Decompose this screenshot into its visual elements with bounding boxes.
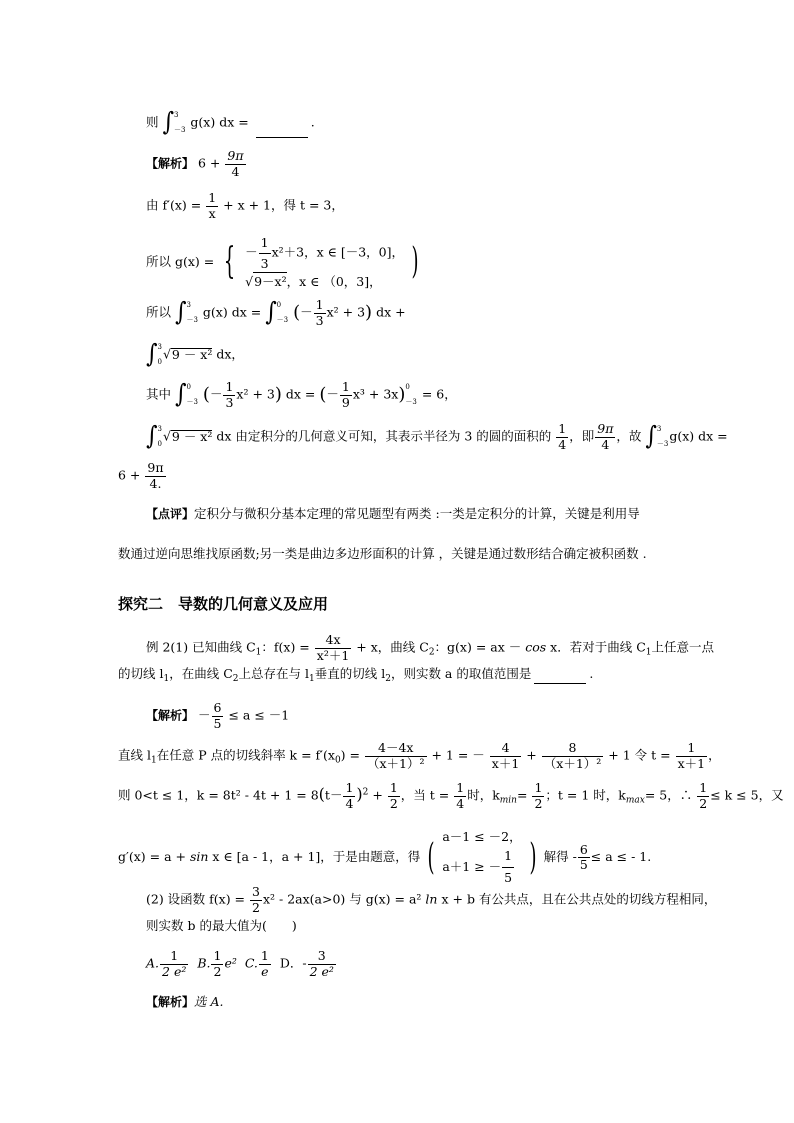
right-paren: ) (529, 836, 537, 878)
text: + x，曲线 C (356, 639, 429, 655)
solution-tag: 【解析】 (146, 995, 195, 1009)
denominator: 3 (315, 312, 324, 328)
denominator: e (261, 963, 269, 979)
text: 例 2(1) 已知曲线 C (146, 639, 256, 655)
fraction (676, 742, 708, 770)
numerator: 1 (341, 379, 350, 394)
denominator: 9 (341, 394, 350, 410)
text: ≤ k ≤ 5，又 (710, 787, 784, 803)
numerator: 3 (252, 884, 260, 899)
superscript: 2 (362, 787, 369, 798)
radicand: 9 － x² (171, 428, 213, 444)
text: ，即 (569, 428, 595, 444)
text: ，x ∈ （0，3]， (286, 274, 382, 289)
fraction (595, 423, 615, 451)
fraction (542, 742, 604, 770)
text: ≤ a ≤ －1 (228, 707, 290, 723)
fraction (340, 381, 352, 409)
text: ，当 t = (400, 787, 450, 803)
text: ：f(x) = (261, 639, 310, 655)
text: . (589, 666, 594, 681)
text: 所以 (146, 304, 172, 320)
fraction (454, 782, 466, 810)
denominator: x (208, 205, 216, 221)
solution-tag: 【解析】 (146, 708, 195, 723)
subscript: 1 (308, 674, 315, 684)
integral-sign: ∫ (175, 380, 187, 409)
numerator: 9π (227, 148, 244, 163)
integral-limits: 3 －3 (186, 301, 198, 324)
text: x + b 有公共点，且在公共点处的切线方程相同， (441, 891, 717, 907)
denominator: x²＋1 (316, 647, 350, 663)
derivative-line (146, 192, 344, 220)
subscript: max (625, 795, 645, 806)
fraction (145, 462, 165, 490)
integral-sign: ∫ (265, 298, 277, 327)
solution-2-line (146, 702, 289, 730)
text: ：g(x) = ax － (434, 639, 522, 655)
answer-blank (256, 137, 308, 138)
denominator: 5 (504, 869, 513, 885)
numerator: 9π (597, 421, 614, 436)
numerator: 4 (490, 742, 522, 757)
subscript: 2 (428, 647, 435, 658)
slope-line (118, 742, 721, 770)
text: 上总存在与 l (238, 666, 309, 681)
text: ) = (340, 747, 360, 763)
paren: ( (293, 302, 301, 323)
text: 数通过逆向思维找原函数;另一类是曲边多边形面积的计算 ，关键是通过数形结合确定被积函数 . (118, 546, 647, 561)
left-brace: ( (427, 836, 435, 878)
text: x² - 2ax(a>0) 与 g(x) = a² (262, 891, 422, 907)
denominator: （x＋1）² (366, 755, 425, 771)
denominator: 4 (345, 795, 354, 811)
text: 则 (146, 114, 159, 130)
option-c: C. (244, 955, 258, 971)
text: ，故 (616, 428, 642, 444)
answer-blank (534, 683, 586, 684)
denominator: 3 (225, 394, 234, 410)
text: g(x) dx = (669, 428, 728, 444)
system-cases (442, 828, 521, 887)
text: ，在曲线 C (169, 666, 233, 681)
text: 垂直的切线 l (314, 666, 386, 681)
text: e² (224, 955, 237, 971)
example-line-1 (146, 634, 714, 662)
integral-limits: 0 －3 (276, 301, 289, 324)
text: + 1 令 t = (608, 747, 671, 763)
result-line (118, 462, 167, 490)
fraction (212, 702, 224, 730)
numerator: 3 (308, 950, 336, 965)
fraction (259, 950, 271, 978)
text: ≤ a ≤ - 1. (590, 849, 652, 865)
question-2-line-1 (146, 886, 716, 914)
review-tag: 【点评】 (146, 507, 195, 521)
denominator: 2 e² (162, 963, 187, 979)
case-1: a－1 ≤ －2， (442, 829, 522, 844)
subscript: 1 (255, 647, 262, 658)
fraction (225, 150, 245, 178)
text: + (372, 787, 383, 803)
numerator: 1 (676, 742, 708, 757)
text: x ∈ [a - 1，a + 1]，于是由题意，得 (212, 849, 421, 865)
text: g′(x) = a + (118, 849, 186, 865)
integral-split-line: 所以 ∫3 －3 g(x) dx = ∫0 －3 (－ $\frac{1}{3}$ x² + 3) dx + (146, 297, 406, 328)
subscript: 1 (163, 674, 170, 684)
radicand: 9－x² (254, 274, 287, 289)
integral-sign: ∫ (645, 422, 657, 451)
text: x²＋3，x ∈ [－3，0]， (271, 244, 405, 260)
fraction (556, 423, 568, 451)
numerator: 1 (259, 234, 271, 254)
fraction (223, 381, 235, 409)
right-paren: ) (411, 241, 419, 283)
denominator: 4 (456, 795, 465, 811)
option-d: D．- (279, 955, 307, 971)
text: － (198, 707, 211, 723)
solution-tag: 【解析】 (146, 156, 195, 171)
numerator: 1 (260, 948, 269, 963)
text: = (516, 787, 528, 803)
case-1: － $\frac{1}{3}$ x²＋3，x ∈ [－3，0]， (245, 235, 405, 271)
solution-answer-line (146, 150, 247, 178)
text: x．若对于曲线 C (550, 639, 646, 655)
paren: ) (274, 384, 282, 405)
integral-limits: 3 0 (157, 425, 162, 448)
text: = 5，∴ (644, 787, 693, 803)
numerator: 4－4x (365, 742, 427, 757)
text: ，则实数 a 的取值范围是 (390, 666, 532, 681)
numerator: 1 (345, 780, 354, 795)
case-2 (442, 847, 521, 888)
fraction (697, 782, 709, 810)
fraction (211, 950, 223, 978)
text: dx + (376, 304, 406, 320)
fraction (578, 841, 590, 873)
numerator: 1 (699, 780, 708, 795)
review-line-2 (118, 548, 647, 561)
solution-3-line (146, 996, 224, 1009)
text: 在任意 P 点的切线斜率 k = f′(x (156, 747, 335, 763)
text: x³ + 3x (352, 386, 399, 402)
geometric-meaning-line: ∫3 0√9 － x² dx 由定积分的几何意义可知，其表示半径为 3 的圆的面积的 $\frac{1}{4}$ ，即 $\frac{9\pi}{4}$ ，故 ∫3 －3g(x) dx = (146, 421, 728, 452)
subscript: min (499, 795, 517, 806)
fraction (206, 192, 218, 220)
subscript: 1 (150, 755, 157, 766)
fraction (365, 742, 427, 770)
paren: ) (356, 784, 363, 804)
text: ln (425, 891, 438, 907)
integral-limits: 3 －3 (173, 111, 186, 134)
text: 由 f′(x) = (146, 197, 202, 213)
paren: ) (365, 302, 373, 323)
integral-limits: 3 －3 (656, 425, 669, 448)
integral-limits: 0 －3 (186, 383, 198, 406)
text: dx = (285, 386, 316, 402)
example-line-2 (118, 668, 593, 684)
text: . (310, 114, 315, 130)
text: 则 0<t ≤ 1，k = 8t² - 4t + 1 = 8 (118, 787, 319, 803)
fraction (315, 634, 352, 662)
denominator: 3 (260, 255, 269, 271)
option-b: B. (197, 955, 211, 971)
text: x² + 3 (326, 304, 366, 320)
text: ， (708, 747, 721, 763)
subscript: 2 (385, 674, 391, 684)
fraction (490, 742, 522, 770)
fraction (343, 782, 355, 810)
integral-sign: ∫ (146, 340, 158, 369)
text: 上任意一点 (651, 639, 715, 655)
integral-sign: ∫ (175, 298, 187, 327)
denominator: （x＋1）² (543, 755, 602, 771)
subscript: 0 (334, 755, 341, 766)
subscript: 2 (232, 674, 239, 684)
text: 定积分与微积分基本定理的常见题型有两类 :一类是定积分的计算，关键是利用导 (194, 506, 640, 521)
text: g(x) dx = (190, 114, 249, 130)
text: 时，k (467, 787, 500, 803)
fraction (388, 782, 400, 810)
problem-tail-line (146, 108, 315, 138)
text: + 1 = － (431, 747, 485, 763)
question-2-line-2: 则实数 b 的最大值为( ) (146, 918, 297, 933)
text: cos (525, 639, 547, 655)
case-2: √9－x²，x ∈ （0，3]， (245, 274, 382, 289)
text: 6 + (198, 155, 221, 171)
paren: ) (398, 384, 406, 405)
text: a＋1 ≥ － (442, 858, 502, 874)
text: (2) 设函数 f(x) = (146, 891, 246, 907)
integral-sign: ∫ (146, 422, 158, 451)
denominator: 2 e² (309, 963, 334, 979)
denominator: 4 (558, 436, 567, 452)
radicand: 9 － x² (171, 346, 213, 362)
denominator: 2 (213, 963, 222, 979)
paren: ( (319, 384, 327, 405)
sqrt-integral-line: ∫3 0√9 － x² dx， (146, 340, 244, 369)
fraction (502, 847, 514, 888)
numerator: 1 (456, 780, 465, 795)
numerator: 1 (315, 297, 324, 312)
numerator: 4x (315, 634, 352, 649)
text: 选 A. (194, 994, 224, 1009)
integral-eval-line: 其中 ∫0 －3 (－ $\frac{1}{3}$ x² + 3) dx = (－ $\frac{1}{9}$ x³ + 3x)0 －3 = 6， (146, 379, 457, 410)
denominator: 2 (252, 899, 260, 915)
options-line (146, 950, 337, 978)
subscript: 1 (645, 647, 652, 658)
text: = 6， (421, 386, 457, 402)
section-heading: 探究二 导数的几何意义及应用 (118, 595, 329, 613)
denominator: x＋1 (677, 755, 706, 771)
text: 6 + (118, 467, 141, 483)
paren: ( (318, 784, 325, 804)
numerator: 1 (389, 780, 398, 795)
text: sin (189, 849, 209, 865)
denominator: 4 (231, 163, 240, 179)
denominator: 4. (149, 475, 162, 491)
text: dx， (216, 346, 244, 362)
paren: ( (202, 384, 210, 405)
left-brace: { (223, 241, 236, 283)
text: 解得 - (543, 849, 577, 865)
numerator: 1 (213, 948, 222, 963)
option-a: A. (146, 955, 160, 971)
denominator: 2 (699, 795, 708, 811)
fraction (314, 299, 326, 327)
denominator: 2 (534, 795, 543, 811)
text: 所以 g(x) = (146, 253, 215, 269)
numerator: 1 (502, 847, 514, 868)
text: + x + 1，得 t = 3， (223, 197, 344, 213)
text: g(x) dx = (202, 304, 262, 320)
fraction (308, 950, 336, 978)
integral-limits: 3 0 (157, 343, 162, 366)
numerator: 6 (579, 841, 588, 857)
fraction (250, 886, 262, 914)
piecewise-line (146, 234, 422, 291)
denominator: 4 (601, 436, 610, 452)
numerator: 1 (558, 421, 567, 436)
review-line-1 (146, 508, 640, 521)
numerator: 9π (147, 460, 164, 475)
eval-bar: 0 －3 (405, 383, 417, 406)
fraction (160, 950, 188, 978)
substitution-line: 则 0<t ≤ 1，k = 8t² - 4t + 1 = 8(t－ $\frac{1}{4}$ )$^2$ + $\frac{1}{2}$ ，当 t = $\frac{1}{4}$ 时，$k_{min}=$ $\frac{1}{2}$ ；t = 1 时，$k_{max}= 5$，∴ $\frac{1}{2}$ ≤ k ≤ 5，又 (118, 780, 784, 811)
denominator: x＋1 (491, 755, 520, 771)
fraction (532, 782, 544, 810)
denominator: 5 (213, 715, 222, 731)
integral-sign: ∫ (162, 108, 174, 137)
denominator: 5 (579, 857, 588, 873)
text: ；t = 1 时，k (545, 787, 626, 803)
numerator: 6 (213, 700, 222, 715)
denominator: 2 (389, 795, 398, 811)
numerator: 8 (542, 742, 604, 757)
text: 直线 l (118, 747, 151, 763)
range-line (118, 828, 651, 887)
numerator: 1 (160, 950, 188, 965)
fraction (259, 234, 271, 272)
numerator: 1 (225, 379, 234, 394)
piecewise-cases (245, 234, 404, 291)
numerator: 1 (208, 190, 217, 205)
text: 的切线 l (118, 666, 164, 681)
text: dx 由定积分的几何意义可知，其表示半径为 3 的圆的面积的 (216, 428, 552, 444)
numerator: 1 (534, 780, 543, 795)
text: + (526, 747, 537, 763)
text: x² + 3 (236, 386, 275, 402)
text: 其中 (146, 386, 172, 402)
